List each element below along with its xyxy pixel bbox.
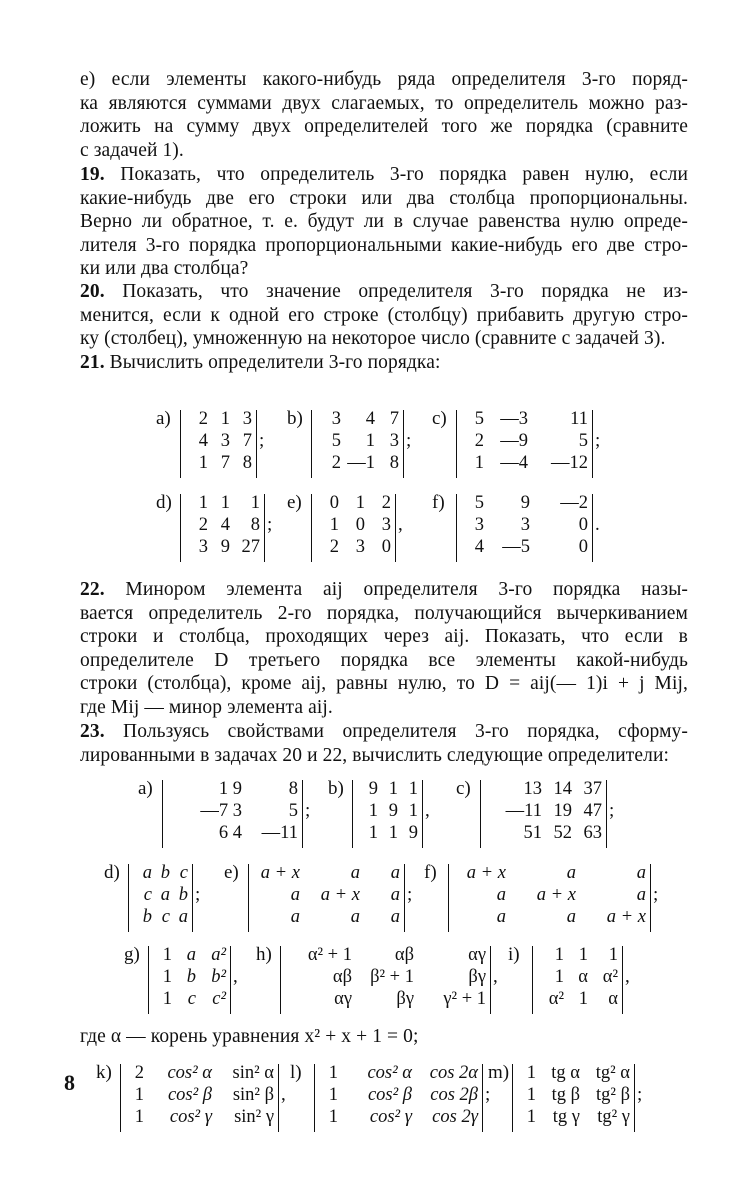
matrix-cell: 8: [242, 453, 252, 473]
matrix-cell: 11: [570, 409, 588, 429]
determinant-label: c): [456, 778, 471, 799]
matrix-cell: a: [636, 863, 646, 883]
problem-20: [80, 280, 688, 351]
matrix-cell: a: [390, 885, 400, 905]
matrix-cell: a: [178, 907, 188, 927]
matrix-cell: 13: [523, 779, 542, 799]
determinant-punctuation: ;: [305, 800, 311, 821]
determinant-label: f): [424, 862, 437, 883]
determinant-punctuation: ;: [267, 514, 273, 535]
determinant-left-bar: [248, 864, 249, 932]
determinant-left-bar: [311, 494, 312, 562]
matrix-cell: 1: [134, 1107, 144, 1127]
matrix-cell: 1: [368, 801, 378, 821]
determinant-right-bar: [634, 1064, 635, 1132]
text-line: Верно ли обратное, т. е. будут ли в случае равенства нулю опреде-: [80, 211, 688, 232]
matrix-cell: a: [290, 885, 300, 905]
text-fragment: Показать, что определитель 3-го порядка равен нулю, если: [104, 164, 688, 185]
determinant-right-bar: [606, 780, 607, 848]
matrix-cell: —5: [502, 537, 530, 557]
determinant-label: f): [432, 492, 445, 513]
text-line: [80, 578, 688, 602]
matrix-cell: 2: [381, 493, 391, 513]
matrix-cell: c: [179, 863, 188, 883]
text-line: [80, 280, 688, 304]
matrix-cell: cos² γ: [169, 1107, 212, 1127]
determinant-punctuation: ;: [653, 884, 659, 905]
matrix-cell: tg γ: [552, 1107, 580, 1127]
determinant-label: e): [224, 862, 239, 883]
matrix-cell: 9: [220, 537, 230, 557]
matrix-cell: 5: [474, 493, 484, 513]
determinant-right-bar: [264, 494, 265, 562]
matrix-cell: βγ: [468, 967, 486, 987]
matrix-cell: a + x: [260, 863, 300, 883]
determinant-right-bar: [302, 780, 303, 848]
determinant-punctuation: ;: [595, 430, 601, 451]
problem-22: [80, 578, 688, 719]
matrix-cell: αβ: [332, 967, 352, 987]
matrix-cell: 4: [220, 515, 230, 535]
determinant-left-bar: [120, 1064, 121, 1132]
matrix-cell: 1: [162, 967, 172, 987]
matrix-cell: cos² β: [167, 1085, 212, 1105]
matrix-cell: 1: [134, 1085, 144, 1105]
determinant-label: l): [290, 1062, 302, 1083]
matrix-cell: a: [350, 863, 360, 883]
matrix-cell: a: [390, 863, 400, 883]
matrix-cell: b: [160, 863, 170, 883]
matrix-cell: 5: [288, 801, 298, 821]
determinant-row: [0, 862, 756, 942]
determinant-left-bar: [180, 410, 181, 478]
determinant-label: a): [156, 408, 171, 429]
determinant-left-bar: [532, 946, 533, 1014]
matrix-cell: —11: [261, 823, 298, 843]
determinant-punctuation: ,: [233, 966, 238, 987]
matrix-cell: —1: [347, 453, 375, 473]
matrix-cell: 1: [526, 1107, 536, 1127]
text-line: определителе D третьего порядка все элементы какой-нибудь: [80, 649, 688, 671]
matrix-cell: 3: [389, 431, 399, 451]
determinant-punctuation: ;: [609, 800, 615, 821]
determinant-left-bar: [128, 864, 129, 932]
text-fragment: Минором элемента aij определителя 3-го порядка назы-: [104, 579, 688, 600]
determinant-left-bar: [448, 864, 449, 932]
matrix-cell: a²: [211, 945, 226, 965]
determinant-row: [0, 408, 756, 488]
matrix-cell: a + x: [536, 885, 576, 905]
matrix-cell: 2: [134, 1063, 144, 1083]
matrix-cell: αβ: [394, 945, 414, 965]
matrix-cell: tg² β: [596, 1085, 630, 1105]
determinant-left-bar: [311, 410, 312, 478]
problem-number: 23.: [80, 721, 105, 742]
matrix-cell: α² + 1: [307, 945, 352, 965]
matrix-cell: b: [186, 967, 196, 987]
matrix-cell: cos 2γ: [432, 1107, 478, 1127]
matrix-cell: cos² α: [367, 1063, 412, 1083]
text-fragment: Пользуясь свойствами определителя 3-го порядка, сформу-: [104, 721, 688, 742]
text-line: строки и столбца, проходящих через aij. Показать, что если в: [80, 626, 688, 647]
matrix-cell: 1: [578, 989, 588, 1009]
determinant-punctuation: ;: [637, 1084, 643, 1105]
matrix-cell: 1: [329, 515, 339, 535]
text-line: лителя 3-го порядка пропорциональными какие-нибудь его две стро-: [80, 234, 688, 256]
determinant-label: a): [138, 778, 153, 799]
problem-number: 20.: [80, 281, 105, 302]
text-line: ложить на сумму двух определителей того же порядка (сравните: [80, 116, 688, 137]
matrix-cell: β² + 1: [370, 967, 414, 987]
matrix-cell: —11: [505, 801, 542, 821]
matrix-cell: 3: [220, 431, 230, 451]
matrix-cell: 2: [329, 537, 339, 557]
determinant-right-bar: [395, 494, 396, 562]
matrix-cell: tg² α: [595, 1063, 630, 1083]
matrix-cell: 3: [355, 537, 365, 557]
determinant-left-bar: [352, 780, 353, 848]
determinant-label: h): [256, 944, 272, 965]
matrix-cell: 1: [328, 1085, 338, 1105]
text-line: ку (столбец), умноженную на некоторое число (сравните с задачей 3).: [80, 328, 666, 349]
text-line: с задачей 1).: [80, 139, 184, 161]
matrix-cell: b²: [211, 967, 226, 987]
matrix-cell: 7: [220, 453, 230, 473]
matrix-cell: c: [161, 907, 170, 927]
matrix-cell: 27: [241, 537, 260, 557]
text-line: вается определитель 2-го порядка, получающийся вычеркиванием: [80, 602, 688, 624]
alpha-note: [80, 1025, 688, 1049]
matrix-cell: 3: [242, 409, 252, 429]
matrix-cell: 14: [553, 779, 572, 799]
matrix-cell: 1: [328, 1107, 338, 1127]
matrix-cell: 9: [368, 779, 378, 799]
matrix-cell: 1: [220, 409, 230, 429]
matrix-cell: 19: [553, 801, 572, 821]
matrix-cell: 2: [331, 453, 341, 473]
determinant-right-bar: [482, 1064, 483, 1132]
text-fragment: Вычислить определители 3-го порядка:: [104, 352, 441, 373]
text-line: ки или два столбца?: [80, 258, 249, 279]
matrix-cell: α²: [602, 967, 618, 987]
matrix-cell: —3: [500, 409, 528, 429]
matrix-cell: cos² β: [367, 1085, 412, 1105]
matrix-cell: cos² α: [167, 1063, 212, 1083]
matrix-cell: a: [566, 863, 576, 883]
matrix-cell: a + x: [606, 907, 646, 927]
matrix-cell: 7: [389, 409, 399, 429]
matrix-cell: 0: [381, 537, 391, 557]
matrix-cell: a + x: [466, 863, 506, 883]
matrix-cell: 8: [389, 453, 399, 473]
matrix-cell: 3: [198, 537, 208, 557]
matrix-cell: 1 9: [218, 779, 242, 799]
determinant-label: d): [156, 492, 172, 513]
matrix-cell: 6 4: [218, 823, 242, 843]
matrix-cell: 1: [578, 945, 588, 965]
text-line: [80, 720, 688, 744]
matrix-cell: 1: [162, 989, 172, 1009]
text-fragment: Показать, что значение определителя 3-го порядка не из-: [104, 281, 688, 302]
determinant-punctuation: ,: [281, 1084, 286, 1105]
determinant-punctuation: ,: [398, 514, 403, 535]
determinant-left-bar: [456, 410, 457, 478]
paragraph-e: [80, 68, 688, 162]
text-line: где α — корень уравнения x² + x + 1 = 0;: [80, 1026, 419, 1047]
problem-number: 19.: [80, 164, 105, 185]
matrix-cell: a: [496, 907, 506, 927]
determinant-label: i): [508, 944, 520, 965]
matrix-cell: 1: [198, 453, 208, 473]
matrix-cell: sin² γ: [234, 1107, 274, 1127]
matrix-cell: a + x: [320, 885, 360, 905]
matrix-cell: 1: [554, 945, 564, 965]
matrix-cell: 1: [388, 823, 398, 843]
determinant-label: e): [287, 492, 302, 513]
matrix-cell: 1: [328, 1063, 338, 1083]
determinant-left-bar: [480, 780, 481, 848]
matrix-cell: 1: [250, 493, 260, 513]
matrix-cell: γ² + 1: [443, 989, 486, 1009]
text-line: менится, если к одной его строке (столбцу) прибавить другую стро-: [80, 304, 688, 326]
matrix-cell: 3: [331, 409, 341, 429]
determinant-label: b): [328, 778, 344, 799]
matrix-cell: sin² β: [232, 1085, 274, 1105]
matrix-cell: 8: [250, 515, 260, 535]
determinant-right-bar: [256, 410, 257, 478]
matrix-cell: c: [143, 885, 152, 905]
matrix-cell: tg² γ: [597, 1107, 630, 1127]
matrix-cell: 4: [198, 431, 208, 451]
problem-number: 22.: [80, 579, 105, 600]
determinant-left-bar: [148, 946, 149, 1014]
determinant-label: d): [104, 862, 120, 883]
matrix-cell: tg α: [551, 1063, 580, 1083]
matrix-cell: 9: [388, 801, 398, 821]
text-line: ка являются суммами двух слагаемых, то определитель можно раз-: [80, 92, 688, 114]
determinant-right-bar: [422, 780, 423, 848]
matrix-cell: 4: [365, 409, 375, 429]
matrix-cell: 1: [554, 967, 564, 987]
matrix-cell: a: [566, 907, 576, 927]
determinant-right-bar: [230, 946, 231, 1014]
determinant-right-bar: [592, 410, 593, 478]
matrix-cell: 3: [520, 515, 530, 535]
determinant-right-bar: [403, 410, 404, 478]
matrix-cell: α²: [548, 989, 564, 1009]
matrix-cell: tg β: [551, 1085, 580, 1105]
matrix-cell: —9: [500, 431, 528, 451]
determinant-right-bar: [404, 864, 405, 932]
matrix-cell: 1: [526, 1063, 536, 1083]
matrix-cell: 47: [583, 801, 602, 821]
determinant-row: [0, 492, 756, 572]
problem-21: [80, 351, 688, 375]
page-number: 8: [64, 1070, 75, 1095]
matrix-cell: cos² γ: [369, 1107, 412, 1127]
determinant-label: c): [432, 408, 447, 429]
text-line: где Mij — минор элемента aij.: [80, 696, 333, 718]
matrix-cell: —4: [500, 453, 528, 473]
matrix-cell: b: [178, 885, 188, 905]
matrix-cell: 1: [198, 493, 208, 513]
matrix-cell: a: [186, 945, 196, 965]
matrix-cell: 2: [474, 431, 484, 451]
matrix-cell: 1: [162, 945, 172, 965]
matrix-cell: α: [608, 989, 618, 1009]
matrix-cell: 0: [578, 515, 588, 535]
matrix-cell: a: [142, 863, 152, 883]
determinant-punctuation: ;: [485, 1084, 491, 1105]
matrix-cell: 5: [474, 409, 484, 429]
matrix-cell: 1: [355, 493, 365, 513]
determinant-left-bar: [180, 494, 181, 562]
determinant-left-bar: [162, 780, 163, 848]
determinant-label: b): [287, 408, 303, 429]
matrix-cell: αγ: [468, 945, 486, 965]
matrix-cell: a: [290, 907, 300, 927]
determinant-punctuation: ;: [407, 884, 413, 905]
text-line: [80, 163, 688, 187]
matrix-cell: —7 3: [200, 801, 242, 821]
determinant-punctuation: ,: [625, 966, 630, 987]
matrix-cell: 0: [329, 493, 339, 513]
determinant-punctuation: ,: [425, 800, 430, 821]
determinant-left-bar: [280, 946, 281, 1014]
text-line: лированными в задачах 20 и 22, вычислить следующие определители:: [80, 744, 670, 766]
determinant-left-bar: [314, 1064, 315, 1132]
matrix-cell: a: [390, 907, 400, 927]
problem-number: 21.: [80, 352, 105, 373]
matrix-cell: 1: [474, 453, 484, 473]
matrix-cell: 1: [365, 431, 375, 451]
determinant-right-bar: [592, 494, 593, 562]
determinant-punctuation: ,: [493, 966, 498, 987]
matrix-cell: 3: [381, 515, 391, 535]
matrix-cell: 51: [523, 823, 542, 843]
determinant-row: [0, 778, 756, 858]
matrix-cell: 1: [408, 801, 418, 821]
matrix-cell: a: [350, 907, 360, 927]
matrix-cell: βγ: [396, 989, 414, 1009]
determinant-punctuation: .: [595, 514, 600, 535]
determinant-punctuation: ;: [259, 430, 265, 451]
determinant-label: m): [488, 1062, 510, 1083]
matrix-cell: 0: [355, 515, 365, 535]
matrix-cell: c: [187, 989, 196, 1009]
text-line: е) если элементы какого-нибудь ряда определителя 3-го поряд-: [80, 69, 688, 90]
matrix-cell: 37: [583, 779, 602, 799]
matrix-cell: 3: [474, 515, 484, 535]
matrix-cell: a: [636, 885, 646, 905]
matrix-cell: 1: [408, 779, 418, 799]
text-line: строки (столбца), кроме aij, равны нулю, то D = aij(— 1)i + j Mij,: [80, 673, 688, 694]
matrix-cell: 9: [408, 823, 418, 843]
text-line: какие-нибудь две его строки или два столбца пропорциональны.: [80, 187, 688, 209]
matrix-cell: 2: [198, 515, 208, 535]
matrix-cell: 0: [578, 537, 588, 557]
determinant-right-bar: [622, 946, 623, 1014]
matrix-cell: c²: [212, 989, 226, 1009]
matrix-cell: 1: [220, 493, 230, 513]
matrix-cell: —12: [551, 453, 588, 473]
matrix-cell: 9: [520, 493, 530, 513]
problem-19: [80, 163, 688, 281]
matrix-cell: α: [578, 967, 588, 987]
matrix-cell: 1: [526, 1085, 536, 1105]
matrix-cell: 1: [388, 779, 398, 799]
matrix-cell: a: [160, 885, 170, 905]
matrix-cell: 1: [368, 823, 378, 843]
matrix-cell: cos 2β: [430, 1085, 478, 1105]
matrix-cell: 5: [578, 431, 588, 451]
matrix-cell: cos 2α: [429, 1063, 478, 1083]
determinant-punctuation: ;: [195, 884, 201, 905]
matrix-cell: 1: [608, 945, 618, 965]
matrix-cell: sin² α: [232, 1063, 274, 1083]
matrix-cell: 5: [331, 431, 341, 451]
matrix-cell: 52: [553, 823, 572, 843]
determinant-row: [0, 944, 756, 1024]
determinant-right-bar: [278, 1064, 279, 1132]
matrix-cell: 7: [242, 431, 252, 451]
determinant-right-bar: [490, 946, 491, 1014]
matrix-cell: —2: [560, 493, 588, 513]
determinant-right-bar: [192, 864, 193, 932]
matrix-cell: 2: [198, 409, 208, 429]
problem-23: [80, 720, 688, 767]
matrix-cell: 63: [583, 823, 602, 843]
matrix-cell: 4: [474, 537, 484, 557]
text-line: [80, 351, 688, 375]
determinant-left-bar: [512, 1064, 513, 1132]
determinant-label: k): [96, 1062, 112, 1083]
matrix-cell: αγ: [334, 989, 352, 1009]
determinant-row: [0, 1062, 756, 1142]
determinant-label: g): [124, 944, 140, 965]
matrix-cell: b: [142, 907, 152, 927]
determinant-left-bar: [456, 494, 457, 562]
matrix-cell: 8: [288, 779, 298, 799]
matrix-cell: a: [496, 885, 506, 905]
determinant-right-bar: [650, 864, 651, 932]
determinant-punctuation: ;: [406, 430, 412, 451]
